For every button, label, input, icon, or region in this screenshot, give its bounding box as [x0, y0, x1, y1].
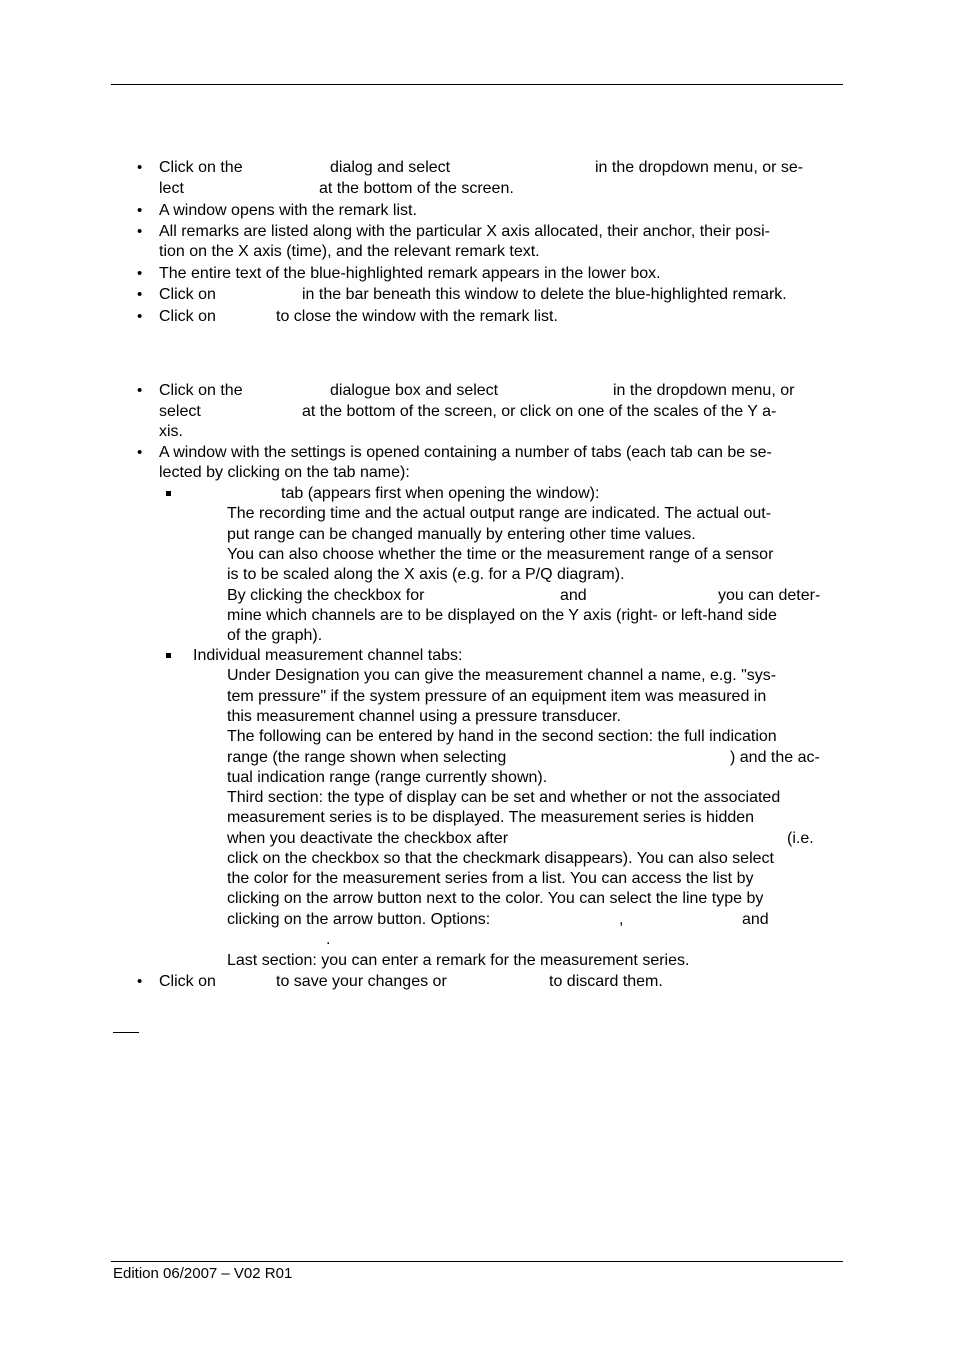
s2-s1-p1: The recording time and the actual output range are indicated. The actual out-: [227, 505, 772, 522]
bullet: •: [137, 444, 143, 461]
s2-s1-p5c: you can deter-: [718, 587, 821, 604]
s1-b1-e: at the bottom of the screen.: [319, 180, 514, 197]
s2-s2-p2: tem pressure" if the system pressure of an equipment item was measured in: [227, 688, 767, 705]
bullet: •: [137, 265, 143, 282]
s2-b1-b: dialogue box and select: [330, 382, 499, 399]
s2-s2-p8: measurement series is to be displayed. The measurement series is hidden: [227, 809, 755, 826]
s2-b1-c: in the dropdown menu, or: [613, 382, 795, 399]
square-bullet: [166, 653, 171, 658]
s2-s1-p6: mine which channels are to be displayed on the Y axis (right- or left-hand side: [227, 607, 777, 624]
s2-s2-p14: .: [326, 931, 331, 948]
s2-b3-b: to save your changes or: [276, 973, 447, 990]
s2-b1-d: select: [159, 403, 201, 420]
s2-s2-p4: The following can be entered by hand in the second section: the full indication: [227, 728, 777, 745]
s2-s2-p5b: ) and the ac-: [730, 749, 820, 766]
s2-b1-a: Click on the: [159, 382, 243, 399]
s2-s2-p3: this measurement channel using a pressure transducer.: [227, 708, 621, 725]
s1-b5-a: Click on: [159, 286, 216, 303]
s1-b2: A window opens with the remark list.: [159, 202, 417, 219]
bullet: •: [137, 159, 143, 176]
header-rule: [111, 84, 843, 85]
s1-b1-c: in the dropdown menu, or se-: [595, 159, 804, 176]
s2-s2-p13a: clicking on the arrow button. Options:: [227, 911, 491, 928]
s1-b3-l1: All remarks are listed along with the particular X axis allocated, their anchor, their posi-: [159, 223, 770, 240]
s2-s1-p2: put range can be changed manually by entering other time values.: [227, 526, 696, 543]
s2-s2-p9a: when you deactivate the checkbox after: [227, 830, 509, 847]
bullet: •: [137, 286, 143, 303]
s2-b2-l1: A window with the settings is opened containing a number of tabs (each tab can be se-: [159, 444, 772, 461]
s2-s2-head: Individual measurement channel tabs:: [193, 647, 463, 664]
bullet: •: [137, 202, 143, 219]
square-bullet: [166, 491, 171, 496]
s2-s2-p1: Under Designation you can give the measurement channel a name, e.g. "sys-: [227, 667, 777, 684]
footnote-rule: [113, 1032, 139, 1033]
s2-b1-f: xis.: [159, 423, 183, 440]
s2-s2-p15: Last section: you can enter a remark for the measurement series.: [227, 952, 690, 969]
s2-s1-p4: is to be scaled along the X axis (e.g. for a P/Q diagram).: [227, 566, 625, 583]
s1-b1-a: Click on the: [159, 159, 243, 176]
s1-b3-l2: tion on the X axis (time), and the relevant remark text.: [159, 243, 540, 260]
s2-s2-p10: click on the checkbox so that the checkmark disappears). You can also select: [227, 850, 774, 867]
s2-s1-head: tab (appears first when opening the window):: [281, 485, 600, 502]
s2-b1-e: at the bottom of the screen, or click on one of the scales of the Y a-: [302, 403, 777, 420]
s2-s2-p5a: range (the range shown when selecting: [227, 749, 507, 766]
s2-b3-a: Click on: [159, 973, 216, 990]
bullet: •: [137, 223, 143, 240]
s2-s1-p7: of the graph).: [227, 627, 323, 644]
s1-b6-a: Click on: [159, 308, 216, 325]
s2-b2-l2: lected by clicking on the tab name):: [159, 464, 410, 481]
bullet: •: [137, 308, 143, 325]
s2-s2-p11: the color for the measurement series from a list. You can access the list by: [227, 870, 754, 887]
s2-s2-p12: clicking on the arrow button next to the color. You can select the line type by: [227, 890, 764, 907]
s1-b1-b: dialog and select: [330, 159, 451, 176]
s2-s2-p7: Third section: the type of display can be set and whether or not the associated: [227, 789, 781, 806]
footer-rule: [111, 1261, 843, 1262]
footer-edition: Edition 06/2007 – V02 R01: [113, 1265, 293, 1282]
s1-b4: The entire text of the blue-highlighted remark appears in the lower box.: [159, 265, 661, 282]
s1-b6-b: to close the window with the remark list.: [276, 308, 558, 325]
bullet: •: [137, 973, 143, 990]
s1-b5-b: in the bar beneath this window to delete the blue-highlighted remark.: [302, 286, 787, 303]
s2-s1-p3: You can also choose whether the time or the measurement range of a sensor: [227, 546, 774, 563]
s2-s2-p13b: ,: [619, 911, 624, 928]
s2-s2-p13c: and: [742, 911, 769, 928]
s2-s2-p9b: (i.e.: [787, 830, 814, 847]
s1-b1-d: lect: [159, 180, 184, 197]
s2-s1-p5b: and: [560, 587, 587, 604]
s2-s2-p6: tual indication range (range currently shown).: [227, 769, 548, 786]
s2-b3-c: to discard them.: [549, 973, 663, 990]
s2-s1-p5a: By clicking the checkbox for: [227, 587, 425, 604]
bullet: •: [137, 382, 143, 399]
